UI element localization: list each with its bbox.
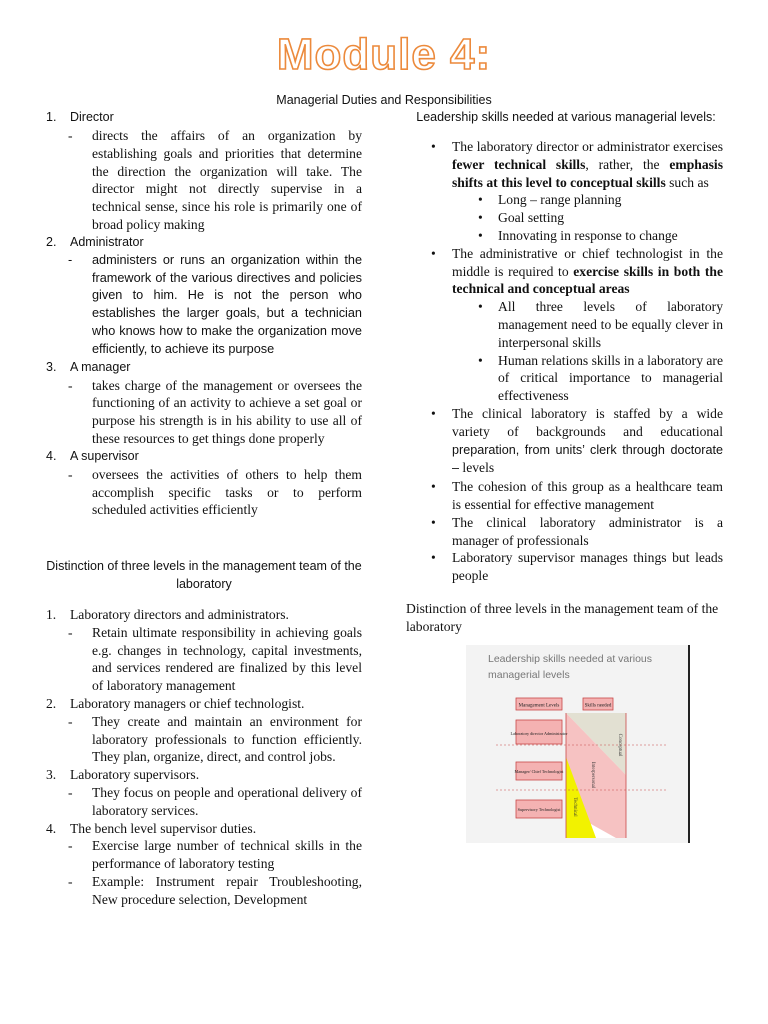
header-skills-label: Skills needed: [584, 703, 612, 709]
role-director: 1. Director - directs the affairs of an organization by establishing goals and priorities that determine the direction the organization will take. The director might not directly supervise in a technical sense, since his role is primarily one of broad policy making: [46, 110, 362, 232]
role-number: 4.: [46, 448, 57, 463]
distinction-item: 4. The bench level supervisor duties.: [46, 820, 257, 836]
roles-section: [46, 109, 362, 519]
level-label-manager: Manager/ Chief Technologist: [514, 769, 564, 774]
figure-title-line-2: managerial levels: [488, 669, 570, 681]
page-subtitle: Managerial Duties and Responsibilities: [276, 93, 492, 107]
role-manager: 3. A manager - takes charge of the management or oversees the functioning of an activity to achieve a set goal or purpose his strength is in his ability to use all of these resources to get things done properly: [46, 359, 362, 446]
bullet-icon: •: [478, 352, 483, 368]
sub-bullet-item: • Innovating in response to change: [478, 227, 678, 243]
level-label-director: Laboratory director Administrator: [510, 731, 568, 736]
bullet-item: • The clinical laboratory administrator is a manager of professionals: [431, 514, 723, 548]
bullet-item: • The laboratory director or administrator exercises fewer technical skills, rather, the emphasis shifts at this level to conceptual skills such as: [431, 139, 723, 190]
distinction-subitem: - Exercise large number of technical skills in the performance of laboratory testing: [68, 838, 362, 872]
role-label: A manager: [70, 359, 131, 374]
bullet-icon: •: [431, 405, 436, 421]
sub-bullet-item: • All three levels of laboratory management need to be equally clever in interpersonal skills: [478, 299, 723, 350]
sub-bullet-item: • Human relations skills in a laboratory are of critical importance to managerial effectiveness: [478, 352, 723, 404]
bullet-item: • The administrative or chief technologist in the middle is required to exercise skills in both the technical and conceptual areas: [431, 245, 723, 297]
role-number: 3.: [46, 359, 57, 374]
role-number: 2.: [46, 234, 57, 249]
role-description: directs the affairs of an organization by establishing goals and priorities that determine the direction the organization will take. The director might not directly supervise in a technical sense, since his role is primarily one of broad policy making: [92, 128, 362, 232]
bullet-item: • Laboratory supervisor manages things but leads people: [431, 550, 723, 584]
bullet-icon: •: [431, 479, 436, 495]
leadership-list: [428, 138, 723, 585]
sub-bullet-item: • Long – range planning: [478, 192, 622, 208]
bullet-icon: •: [478, 227, 483, 243]
bullet-icon: •: [431, 245, 436, 261]
bullet-icon: •: [478, 299, 483, 315]
bullet-icon: •: [478, 210, 483, 226]
bullet-icon: •: [431, 550, 436, 566]
leadership-heading: Leadership skills needed at various managerial levels:: [416, 110, 716, 124]
role-description: takes charge of the management or oversees the functioning of an activity to achieve a set goal or purpose his strength is in his ability to use all of these resources to get things done properly: [92, 377, 362, 446]
skill-label-conceptual: Conceptual: [617, 733, 622, 757]
module-title: Module 4:: [276, 30, 492, 79]
distinction-paragraph: Distinction of three levels in the management team of the laboratory: [406, 601, 719, 634]
distinction-item: 3. Laboratory supervisors.: [46, 767, 200, 783]
distinction-subitem: - They create and maintain an environment for laboratory professionals to function efficiently. They plan, organize, direct, and control jobs.: [68, 713, 362, 765]
distinction-subitem: - Retain ultimate responsibility in achieving goals e.g. changes in technology, capital investments, and services rendered are finalized by this level of laboratory management: [68, 624, 362, 694]
bullet-icon: •: [478, 192, 483, 208]
role-label: Administrator: [70, 234, 144, 249]
role-number: 1.: [46, 110, 57, 124]
distinction-heading: Distinction of three levels in the management team of the laboratory: [46, 559, 362, 591]
header-levels-label: Management Levels: [518, 703, 560, 709]
skill-label-technical: Technical: [572, 797, 577, 817]
figure-title-line-1: Leadership skills needed at various: [488, 653, 653, 665]
bullet-icon: •: [431, 514, 436, 530]
level-label-supervisor: Supervisory Technologist: [517, 807, 561, 812]
bullet-item: • The cohesion of this group as a healthcare team is essential for effective management: [431, 479, 723, 512]
distinction-item: 2. Laboratory managers or chief technologist.: [46, 695, 305, 711]
distinction-list: [46, 606, 362, 909]
bullet-item: • The clinical laboratory is staffed by a wide variety of backgrounds and educational preparation, from units’ clerk through doctorate – levels: [431, 405, 723, 476]
distinction-subitem: - Example: Instrument repair Troubleshooting, New procedure selection, Development: [68, 873, 362, 907]
bullet-icon: •: [431, 139, 436, 154]
role-description: oversees the activities of others to help them accomplish specific tasks or to perform scheduled activities efficiently: [92, 466, 362, 518]
role-supervisor: 4. A supervisor - oversees the activities of others to help them accomplish specific tasks or to perform scheduled activities efficiently: [46, 448, 362, 518]
skill-label-interpersonal: Interpersonal: [590, 761, 595, 789]
distinction-item: 1. Laboratory directors and administrators.: [46, 607, 289, 622]
sub-bullet-item: • Goal setting: [478, 210, 565, 226]
figure-svg: [466, 645, 688, 843]
distinction-subitem: - They focus on people and operational delivery of laboratory services.: [68, 784, 362, 818]
role-description: administers or runs an organization within the framework of the various directives and policies given to him. He is not the person who establishes the larger goals, but a technician who knows how to make the organization move efficiently, to achieve its purpose: [92, 252, 362, 356]
role-label: Director: [70, 110, 114, 124]
role-label: A supervisor: [70, 448, 139, 463]
leadership-skills-figure: [466, 645, 690, 843]
role-administrator: 2. Administrator - administers or runs an organization within the framework of the various directives and policies given to him. He is not the person who establishes the larger goals, but a technician who knows how to make the organization move efficiently, to achieve its purpose: [46, 234, 362, 356]
